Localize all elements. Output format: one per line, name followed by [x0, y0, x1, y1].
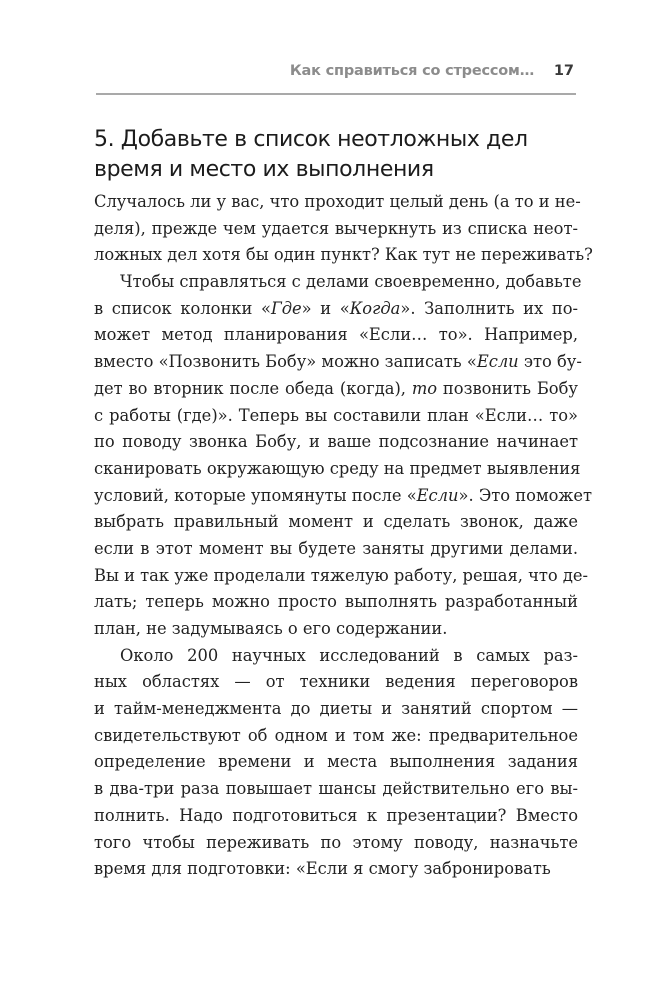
text-line: Вы и так уже проделали тяжелую работу, решая, что де-	[94, 565, 588, 585]
text-line: выбрать правильный момент и сделать звонок, даже	[94, 512, 578, 532]
paragraph	[94, 643, 578, 883]
text-line: того чтобы переживать по этому поводу, назначьте	[94, 832, 578, 852]
header-rule	[96, 93, 576, 95]
text-line: в два-три раза повышает шансы действительно его вы-	[94, 779, 578, 799]
text-line: полнить. Надо подготовиться к презентации? Вместо	[94, 805, 578, 825]
text-line: если в этот момент вы будете заняты другими делами.	[94, 538, 578, 558]
text-line: сканировать окружающую среду на предмет выявления	[94, 458, 581, 478]
text-line: и тайм-менеджмента до диеты и занятий спортом —	[94, 699, 578, 719]
paragraph	[94, 269, 593, 643]
text-line: Около 200 научных исследований в самых раз-	[120, 645, 578, 665]
text-line: свидетельствуют об одном и том же: предварительное	[94, 725, 578, 745]
section-title-line: 5. Добавьте в список неотложных дел	[94, 127, 528, 152]
paragraph	[94, 189, 593, 269]
text-line: в список колонки «Где» и «Когда». Заполнить их по-	[94, 298, 579, 318]
italic-term: Когда	[349, 298, 401, 318]
text-line: лать; теперь можно просто выполнять разработанный	[94, 592, 578, 612]
italic-term: Где	[270, 298, 302, 318]
text-line: ложных дел хотя бы один пункт? Как тут не переживать?	[94, 245, 593, 265]
running-title: Как справиться со стрессом…	[289, 63, 534, 79]
italic-term: то	[411, 378, 438, 398]
text-line: ных областях — от техники ведения переговоров	[94, 672, 578, 692]
text-line: время для подготовки: «Если я смогу забронировать	[94, 859, 551, 879]
text-line: может метод планирования «Если… то». Например,	[94, 325, 578, 345]
body-text	[94, 189, 593, 883]
section-title	[94, 125, 574, 185]
text-line: условий, которые упомянуты после «Если». Это поможет	[94, 485, 593, 505]
page-number: 17	[553, 63, 574, 79]
text-line: дет во вторник после обеда (когда), то позвонить Бобу	[94, 378, 578, 398]
text-line: деля), прежде чем удается вычеркнуть из списка неот-	[94, 218, 578, 238]
text-line: по поводу звонка Бобу, и ваше подсознание начинает	[94, 432, 578, 452]
text-line: план, не задумываясь о его содержании.	[94, 619, 448, 638]
section-title-line: время и место их выполнения	[94, 157, 434, 182]
running-header	[96, 63, 576, 89]
text-line: вместо «Позвонить Бобу» можно записать «Если это бу-	[94, 352, 582, 372]
text-line: Случалось ли у вас, что проходит целый день (а то и не-	[94, 192, 581, 211]
text-line: Чтобы справляться с делами своевременно, добавьте	[120, 272, 582, 292]
text-line: определение времени и места выполнения задания	[94, 752, 578, 772]
text-line: с работы (где)». Теперь вы составили план «Если… то»	[94, 405, 578, 425]
italic-term: Если	[476, 352, 519, 372]
italic-term: Если	[416, 485, 459, 505]
